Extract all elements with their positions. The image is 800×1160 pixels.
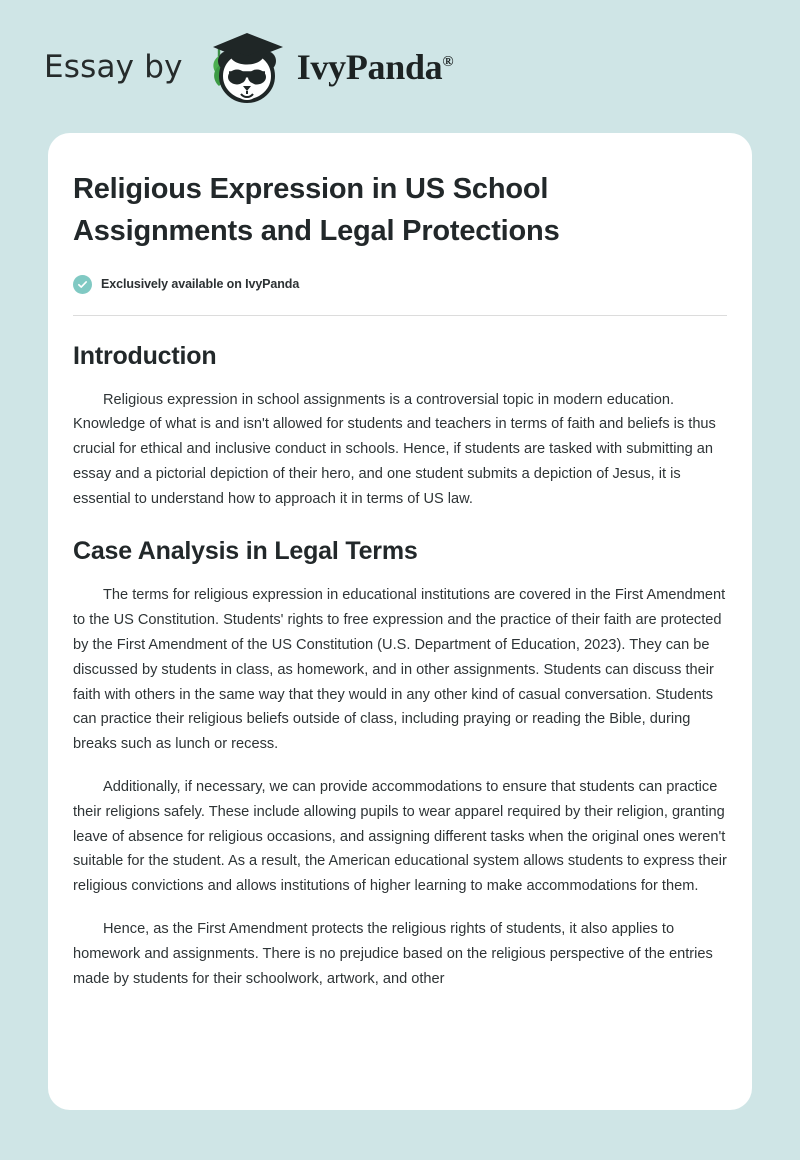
page-title: Religious Expression in US School Assignments and Legal Protections	[73, 173, 560, 247]
brand-header	[0, 0, 800, 133]
ivypanda-logo[interactable]	[199, 28, 454, 106]
paragraph: Additionally, if necessary, we can provide accommodations to ensure that students can practice their religions safely. These include allowing pupils to wear apparel required by their religion, granting leave of absence for religious occasions, and assigning different tasks when the original ones weren't suitable for the student. As a result, the American educational system allows students to express their religious convictions and allows institutions of higher learning to make accommodations for them.	[73, 779, 727, 895]
brand-name-text: IvyPanda	[296, 46, 443, 87]
section-heading-case-analysis: Case Analysis in Legal Terms	[73, 537, 418, 566]
paragraph: The terms for religious expression in educational institutions are covered in the First Amendment to the US Constitution. Students' rights to free expression and the practice of their faith are protected by the First Amendment of the US Constitution (U.S. Department of Education, 2023). They can be discussed by students in class, as homework, and in other assignments. Students can discuss their faith with others in the same way that they would in any other kind of casual conversation. Students can practice their religious beliefs outside of class, including praying or reading the Bible, during breaks such as lunch or recess.	[73, 587, 726, 753]
essay-paper-card	[48, 133, 752, 1110]
registered-trademark-mark: ®	[442, 53, 454, 70]
panda-graduate-icon	[199, 28, 295, 106]
brand-wordmark	[297, 46, 454, 88]
check-circle-icon	[73, 275, 92, 294]
essay-by-label: Essay by	[44, 48, 183, 85]
exclusive-badge-label: Exclusively available on IvyPanda	[101, 277, 300, 291]
header-divider	[73, 315, 727, 316]
paragraph: Hence, as the First Amendment protects the religious rights of students, it also applies to homework and assignments. There is no prejudice based on the religious perspective of the entries made by students for their schoolwork, artwork, and other	[73, 921, 713, 987]
exclusive-badge	[73, 275, 727, 294]
section-heading-introduction: Introduction	[73, 341, 217, 370]
paragraph: Religious expression in school assignments is a controversial topic in modern education. Knowledge of what is and isn't allowed for students and teachers in terms of faith and beliefs is thus crucial for ethical and inclusive conduct in schools. Hence, if students are tasked with submitting an essay and a pictorial depiction of their hero, and one student submits a depiction of Jesus, it is essential to understand how to approach it in terms of US law.	[73, 391, 716, 507]
